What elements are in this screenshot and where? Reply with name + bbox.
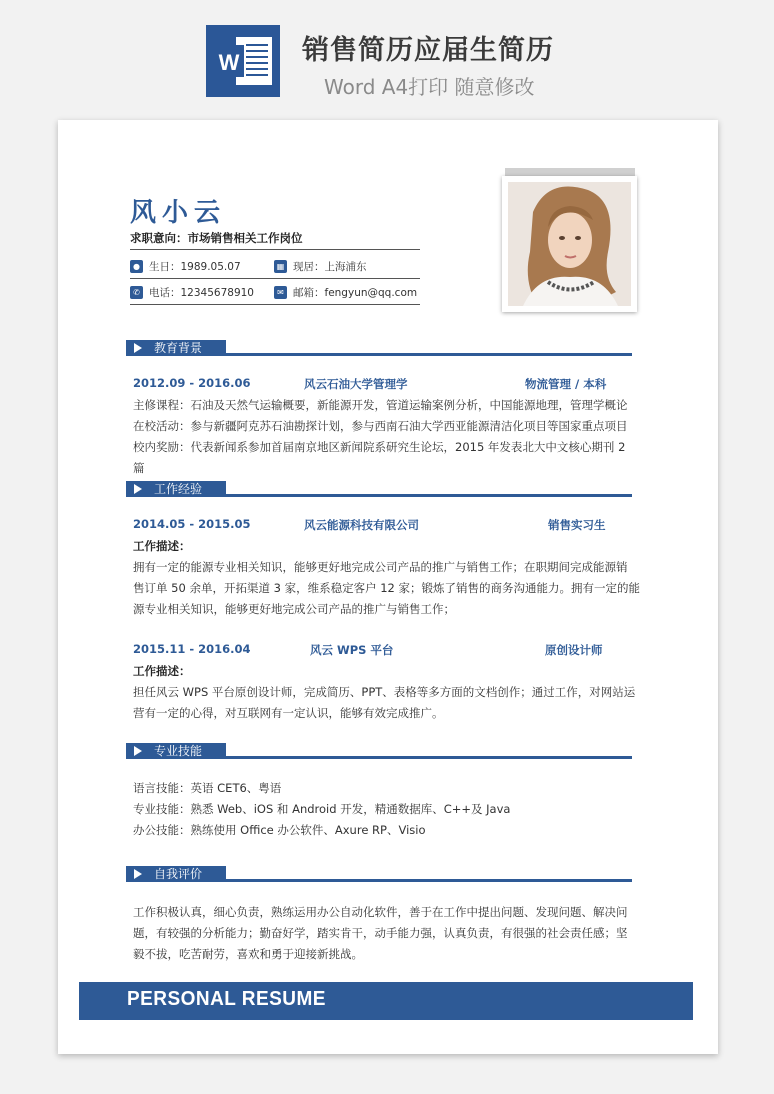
birth-text: 生日：1989.05.07 — [149, 261, 241, 273]
phone-info — [130, 285, 254, 300]
triangle-right-icon — [134, 869, 142, 879]
job-desc-label: 工作描述： — [133, 664, 191, 678]
job-details — [133, 661, 643, 724]
email-text: 邮箱：fengyun@qq.com — [293, 287, 418, 299]
triangle-right-icon — [134, 343, 142, 353]
job-desc-line: 源专业相关知识，能够更好地完成公司产品的推广与销售工作； — [133, 602, 455, 616]
self-eval-line: 题，有较强的分析能力；勤奋好学，踏实肯干，动手能力强，认真负责，有很强的社会责任感；坚 — [133, 926, 628, 940]
skill-line: 专业技能：熟悉 Web、iOS 和 Android 开发，精通数据库、C++及 Java — [133, 802, 511, 816]
job-desc-line: 担任风云 WPS 平台原创设计师，完成简历、PPT、表格等多方面的文档创作；通过工作，对网站运 — [133, 685, 636, 699]
person-icon: ● — [130, 260, 143, 273]
education-major: 物流管理 / 本科 — [525, 377, 607, 391]
self-eval-line: 工作积极认真，细心负责，熟练运用办公自动化软件，善于在工作中提出问题、发现问题、解决问 — [133, 905, 628, 919]
calendar-icon: ▦ — [274, 260, 287, 273]
email-info — [274, 285, 417, 300]
job-period: 2015.11 - 2016.04 — [133, 642, 251, 656]
page-title: 销售简历应届生简历 — [302, 35, 554, 66]
skills-list — [133, 778, 643, 841]
section-work-header — [126, 481, 632, 499]
education-line: 在校活动：参与新疆阿克苏石油勘探计划，参与西南石油大学西亚能源清洁化项目等国家重点项目 — [133, 419, 628, 433]
residence-info — [274, 259, 367, 274]
profile-photo — [502, 176, 637, 312]
section-rule — [226, 879, 632, 882]
section-title: 专业技能 — [154, 744, 203, 758]
candidate-name: 风小云 — [130, 198, 227, 228]
job-desc-line: 售订单 50 余单，开拓渠道 3 家，维系稳定客户 12 家；锻炼了销售的商务沟通能力。拥有一定的能 — [133, 581, 641, 595]
job-intent: 求职意向：市场销售相关工作岗位 — [130, 231, 303, 245]
section-rule — [226, 353, 632, 356]
job-desc-line: 拥有一定的能源专业相关知识，能够更好地完成公司产品的推广与销售工作；在职期间完成能源销 — [133, 560, 628, 574]
self-eval-line: 毅不拔，吃苦耐劳，喜欢和勇于迎接新挑战。 — [133, 947, 363, 961]
word-icon-letter: W — [218, 50, 240, 75]
education-period: 2012.09 - 2016.06 — [133, 376, 251, 390]
phone-icon: ✆ — [130, 286, 143, 299]
section-education-header — [126, 340, 632, 358]
section-title: 工作经验 — [154, 482, 203, 496]
section-title: 教育背景 — [154, 341, 203, 355]
birth-info — [130, 259, 241, 274]
section-title: 自我评价 — [154, 867, 203, 881]
word-document-icon — [206, 25, 280, 97]
footer-banner — [79, 982, 693, 1020]
info-divider-middle — [130, 278, 420, 279]
section-rule — [226, 494, 632, 497]
education-school: 风云石油大学管理学 — [304, 377, 408, 391]
residence-text: 现居：上海浦东 — [293, 261, 367, 273]
footer-banner-text: PERSONAL RESUME — [127, 988, 326, 1010]
mail-icon: ✉ — [274, 286, 287, 299]
job-desc-label: 工作描述： — [133, 539, 191, 553]
info-divider-top — [130, 249, 420, 250]
education-details — [133, 395, 643, 479]
phone-text: 电话：12345678910 — [149, 287, 254, 299]
education-line: 校内奖励：代表新闻系参加首届南京地区新闻院系研究生论坛，2015 年发表北大中文核心期刊 2 — [133, 440, 626, 454]
education-line: 主修课程：石油及天然气运输概要，新能源开发，管道运输案例分析，中国能源地理，管理学概论 — [133, 398, 628, 412]
section-skills-header — [126, 743, 632, 761]
job-role: 原创设计师 — [545, 643, 603, 657]
self-eval-text — [133, 902, 643, 965]
skill-line: 语言技能：英语 CET6、粤语 — [133, 781, 282, 795]
page-subtitle: Word A4打印 随意修改 — [324, 75, 535, 99]
section-rule — [226, 756, 632, 759]
resume-page — [58, 120, 718, 1054]
triangle-right-icon — [134, 746, 142, 756]
job-company: 风云能源科技有限公司 — [304, 518, 419, 532]
skill-line: 办公技能：熟练使用 Office 办公软件、Axure RP、Visio — [133, 823, 426, 837]
job-details — [133, 536, 643, 620]
triangle-right-icon — [134, 484, 142, 494]
education-line: 篇 — [133, 461, 145, 475]
job-period: 2014.05 - 2015.05 — [133, 517, 251, 531]
section-self-eval-header — [126, 866, 632, 884]
job-desc-line: 营有一定的心得，对互联网有一定认识，能够有效完成推广。 — [133, 706, 444, 720]
info-divider-bottom — [130, 304, 420, 305]
job-role: 销售实习生 — [548, 518, 606, 532]
job-company: 风云 WPS 平台 — [310, 643, 394, 657]
